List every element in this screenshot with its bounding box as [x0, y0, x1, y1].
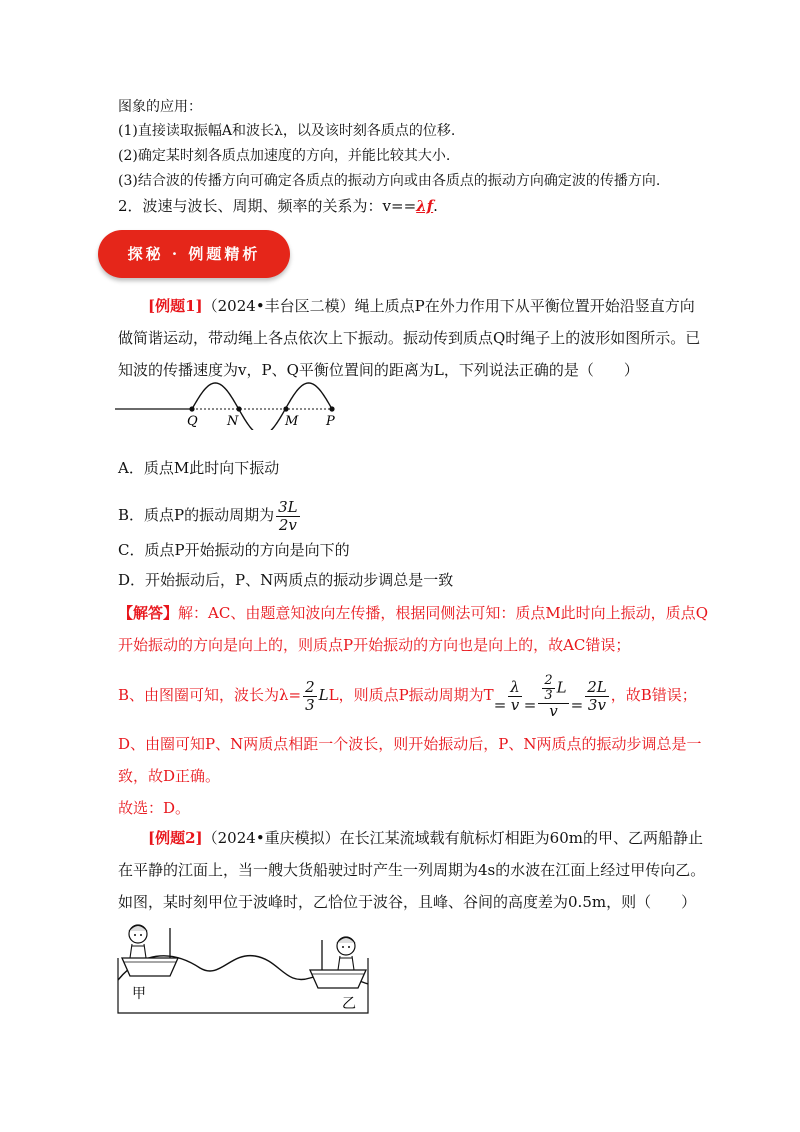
answer-tag: 【解答】	[118, 604, 179, 622]
label-n: N	[227, 414, 239, 429]
label-p: P	[326, 414, 335, 429]
period-fraction-1: $\frac{\lambda}{v}$	[510, 677, 520, 714]
section-banner-label: 探秘 · 例题精析	[127, 245, 261, 263]
boat-jia	[122, 925, 178, 976]
boat-label-yi: 乙	[342, 996, 356, 1012]
option-b	[118, 497, 302, 534]
answer-p2-b: L，则质点P振动周期为T	[328, 686, 494, 704]
period-fraction-3: $\frac{2L}{3v}$	[587, 677, 607, 714]
intro-item-3: (3)结合波的传播方向可确定各质点的振动方向或由各质点的振动方向确定波的传播方向.	[118, 173, 661, 189]
answer-part-1	[118, 597, 718, 661]
relation-eq: =	[403, 197, 417, 215]
example1-question	[118, 290, 708, 386]
boat-yi	[310, 937, 366, 988]
boats-wave-figure	[110, 918, 380, 1018]
option-b-den: 2v	[278, 515, 297, 534]
point-q-dot	[189, 406, 194, 411]
intro-item-2: (2)确定某时刻各质点加速度的方向，并能比较其大小.	[118, 148, 451, 164]
option-a: A．质点M此时向下振动	[118, 459, 280, 477]
wave-curve	[192, 383, 332, 430]
option-b-fraction	[276, 499, 300, 534]
option-b-prefix: B．质点P的振动周期为	[118, 506, 275, 524]
boat-jia-person-body	[130, 944, 146, 958]
rope-wave-figure	[110, 378, 360, 430]
point-m-dot	[283, 406, 288, 411]
example1-tag: [例题1]	[148, 297, 203, 315]
answer-part-3: D、由圈可知P、N两质点相距一个波长，则开始振动后，P、N两质点的振动步调总是一致，故D正确。	[118, 735, 702, 785]
example1-text: （2024•丰台区二模）绳上质点P在外力作用下从平衡位置开始沿竖直方向做简谐运动，带动绳上各点依次上下振动。振动传到质点Q时绳子上的波形如图所示。已知波的传播速度为v，P、Q平衡位置间的距离为L，下列说法正确的是（ ）	[118, 297, 701, 379]
boat-yi-person-body	[338, 956, 354, 970]
answer-p1: 解：AC、由题意知波向左传播，根据同侧法可知：质点M此时向上振动，质点Q开始振动的方向是向上的，则质点P开始振动的方向也是向上的，故AC错误；	[118, 604, 708, 654]
relation-prefix: 2．波速与波长、周期、频率的关系为：v=	[118, 197, 404, 215]
period-fraction-2: $\frac{2}{3}$ L v	[538, 674, 568, 719]
boat-jia-hull	[122, 958, 178, 976]
answer-part-2: B、由图圈可知，波长为λ= $\frac{2}{3}$ LL，则质点P振动周期为T= $\frac{\lambda}{v}$ = $\frac{2}{3}$ L v = $\frac{2L}{3v}$ ，故B错误；	[118, 672, 697, 720]
boat-yi-hull	[310, 970, 366, 988]
option-c: C．质点P开始振动的方向是向下的	[118, 541, 350, 559]
label-m: M	[285, 414, 299, 429]
answer-choice: 故选：D。	[118, 799, 191, 817]
period-fraction-2-top: $\frac{2}{3}$ L	[538, 674, 568, 704]
boat-label-jia: 甲	[132, 986, 146, 1002]
label-q: Q	[187, 414, 198, 429]
relation-end: .	[433, 197, 438, 215]
point-n-dot	[236, 406, 241, 411]
point-p-dot	[329, 406, 334, 411]
answer-p2-c: ，故B错误；	[610, 686, 697, 704]
intro-heading: 图象的应用：	[118, 99, 202, 115]
wave-relation-line	[118, 196, 438, 216]
example2-tag: [例题2]	[148, 829, 203, 847]
relation-answer: λf	[416, 197, 434, 215]
example2-question	[118, 822, 708, 918]
intro-item-1: (1)直接读取振幅A和波长λ，以及该时刻各质点的位移.	[118, 123, 456, 139]
wavelength-fraction: $\frac{2}{3}$	[305, 677, 315, 714]
example2-text: （2024•重庆模拟）在长江某流域载有航标灯相距为60m的甲、乙两船静止在平静的江面上，当一艘大货船驶过时产生一列周期为4s的水波在江面上经过甲传向乙。如图，某时刻甲位于波峰时，乙恰位于波谷，且峰、谷间的高度差为0.5m，则（ ）	[118, 829, 706, 911]
answer-p2-a: B、由图圈可知，波长为λ=	[118, 686, 302, 704]
section-banner	[98, 230, 290, 278]
option-d: D．开始振动后，P、N两质点的振动步调总是一致	[118, 571, 454, 589]
option-b-num: 3L	[278, 497, 298, 516]
